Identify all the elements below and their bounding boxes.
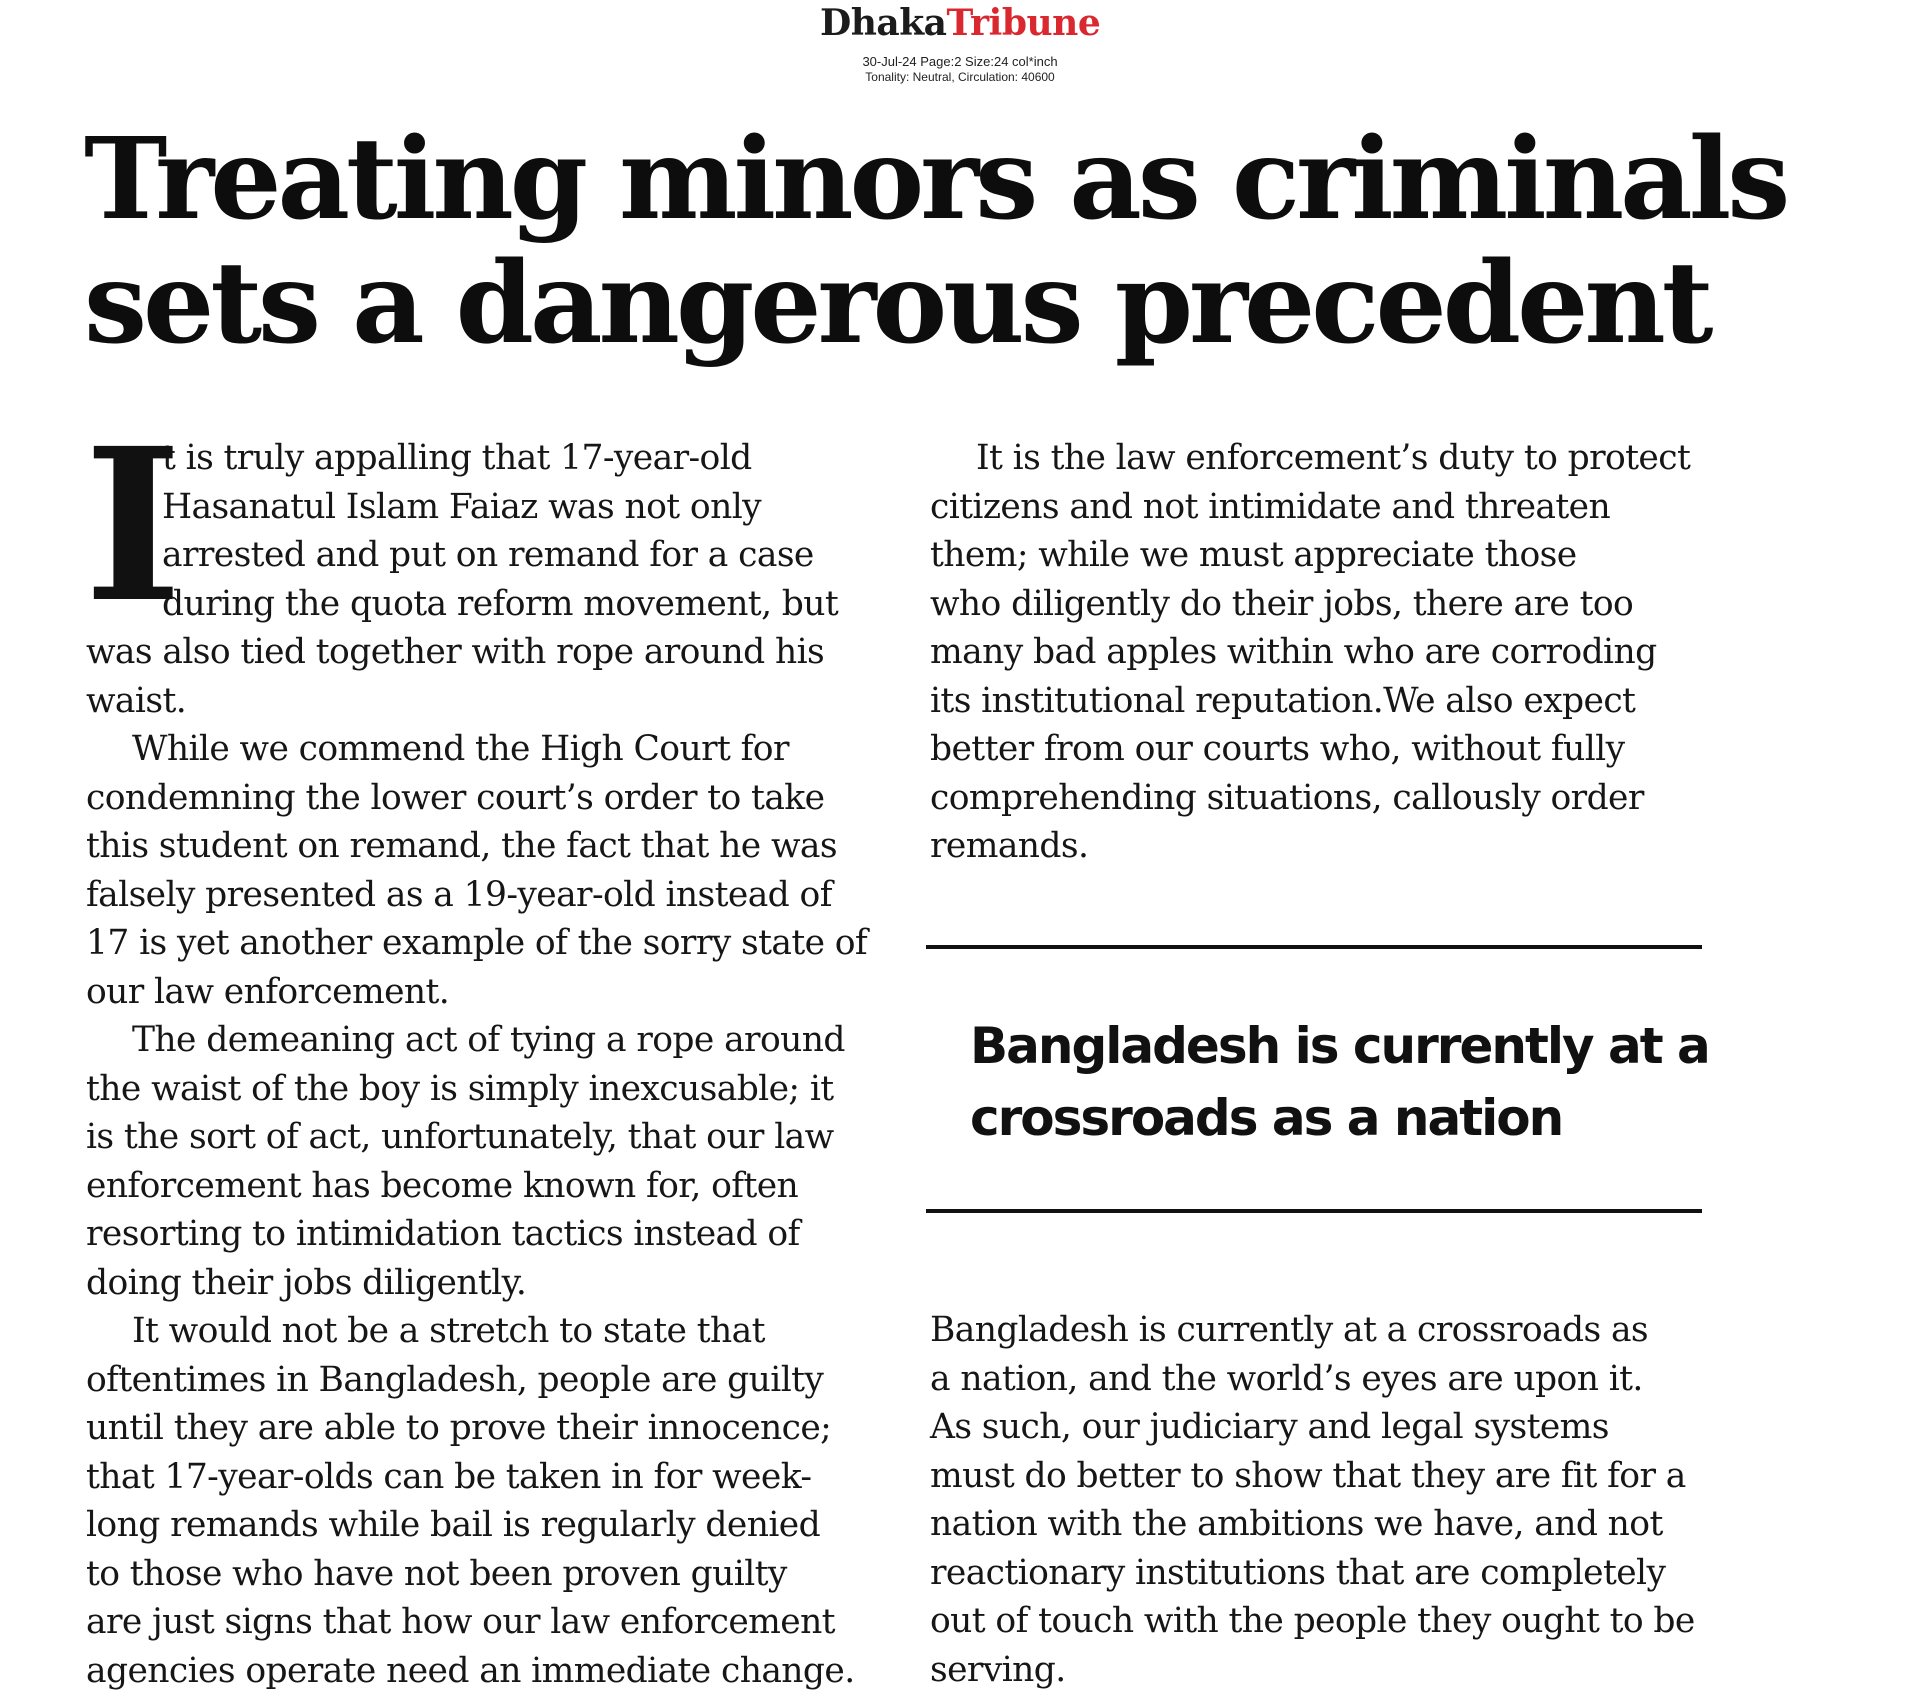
- dhaka-tribune-logo: [820, 2, 1100, 44]
- text-line: serving.: [930, 1649, 1066, 1690]
- text-line: is the sort of act, unfortunately, that our law: [86, 1117, 834, 1157]
- text-line: that 17-year-olds can be taken in for week-: [86, 1456, 812, 1497]
- text-line: many bad apples within who are corroding: [930, 632, 1657, 672]
- text-line: who diligently do their jobs, there are too: [930, 583, 1634, 624]
- article-column-right: [930, 434, 1700, 871]
- text-line: reactionary institutions that are completely: [930, 1552, 1666, 1593]
- text-line: Bangladesh is currently at a crossroads as: [930, 1310, 1649, 1350]
- article-column-right-lower: [930, 1306, 1700, 1694]
- text-line: 17 is yet another example of the sorry state of: [86, 923, 868, 963]
- pullquote: [970, 1010, 1709, 1154]
- text-line: to those who have not been proven guilty: [86, 1553, 787, 1594]
- paragraph-1: [84, 402, 856, 725]
- text-line: the waist of the boy is simply inexcusable; it: [86, 1068, 834, 1109]
- text-line: doing their jobs diligently.: [86, 1262, 527, 1303]
- text-line: are just signs that how our law enforcement: [86, 1602, 835, 1642]
- text-line: must do better to show that they are fit for a: [930, 1455, 1686, 1496]
- text-line: nation with the ambitions we have, and not: [930, 1504, 1663, 1544]
- text-line: comprehending situations, callously order: [930, 777, 1644, 818]
- text-line: long remands while bail is regularly denied: [86, 1505, 821, 1545]
- text-line: was also tied together with rope around his: [86, 632, 825, 672]
- clipping-meta-tonality: Tonality: Neutral, Circulation: 40600: [865, 70, 1055, 84]
- drop-cap: I: [84, 402, 182, 649]
- text-line: them; while we must appreciate those: [930, 535, 1577, 575]
- text-line: better from our courts who, without fully: [930, 729, 1625, 769]
- text-line: remands.: [930, 826, 1089, 866]
- text-line: this student on remand, the fact that he was: [86, 826, 837, 866]
- paragraph-2: [86, 725, 868, 1016]
- text-line: our law enforcement.: [86, 971, 450, 1012]
- paragraph-6: [930, 1306, 1700, 1694]
- text-line: Hasanatul Islam Faiaz was not only: [162, 486, 762, 527]
- pullquote-rule-top: [926, 945, 1702, 949]
- headline-line-2: sets a dangerous precedent: [84, 238, 1710, 369]
- text-line: citizens and not intimidate and threaten: [930, 486, 1611, 527]
- paragraph-5: [930, 434, 1700, 871]
- text-line: waist.: [86, 680, 187, 721]
- text-line: a nation, and the world’s eyes are upon it.: [930, 1358, 1643, 1399]
- text-line: arrested and put on remand for a case: [162, 535, 814, 575]
- headline-line-1: Treating minors as criminals: [84, 114, 1787, 245]
- paragraph-3: [86, 1016, 856, 1307]
- text-line: As such, our judiciary and legal systems: [930, 1407, 1609, 1447]
- text-line: until they are able to prove their innocence;: [86, 1408, 832, 1448]
- text-line: t is truly appalling that 17-year-old: [162, 438, 752, 478]
- pullquote-rule-bottom: [926, 1209, 1702, 1213]
- text-line: While we commend the High Court for: [132, 729, 789, 769]
- text-line: out of touch with the people they ought to be: [930, 1601, 1695, 1641]
- logo-dhaka: Dhaka: [820, 2, 947, 44]
- article-headline: [84, 114, 1787, 369]
- text-line: It would not be a stretch to state that: [132, 1311, 765, 1351]
- pullquote-line-1: Bangladesh is currently at a: [970, 1017, 1709, 1075]
- text-line: falsely presented as a 19-year-old instead of: [86, 874, 832, 915]
- clipping-meta-date-page: 30-Jul-24 Page:2 Size:24 col*inch: [862, 54, 1058, 69]
- text-line: The demeaning act of tying a rope around: [132, 1020, 845, 1060]
- paragraph-4: [86, 1307, 856, 1695]
- pullquote-line-2: crossroads as a nation: [970, 1089, 1563, 1147]
- text-line: oftentimes in Bangladesh, people are guilty: [86, 1359, 824, 1400]
- text-line: resorting to intimidation tactics instead of: [86, 1214, 800, 1254]
- logo-tribune: Tribune: [946, 2, 1101, 44]
- text-line: during the quota reform movement, but: [162, 583, 839, 624]
- text-line: enforcement has become known for, often: [86, 1165, 799, 1206]
- text-line: condemning the lower court’s order to take: [86, 777, 825, 818]
- text-line: It is the law enforcement’s duty to protect: [976, 438, 1691, 478]
- text-line: agencies operate need an immediate change.: [86, 1650, 855, 1691]
- text-line: its institutional reputation.We also expect: [930, 680, 1636, 721]
- article-column-left: [84, 402, 868, 1695]
